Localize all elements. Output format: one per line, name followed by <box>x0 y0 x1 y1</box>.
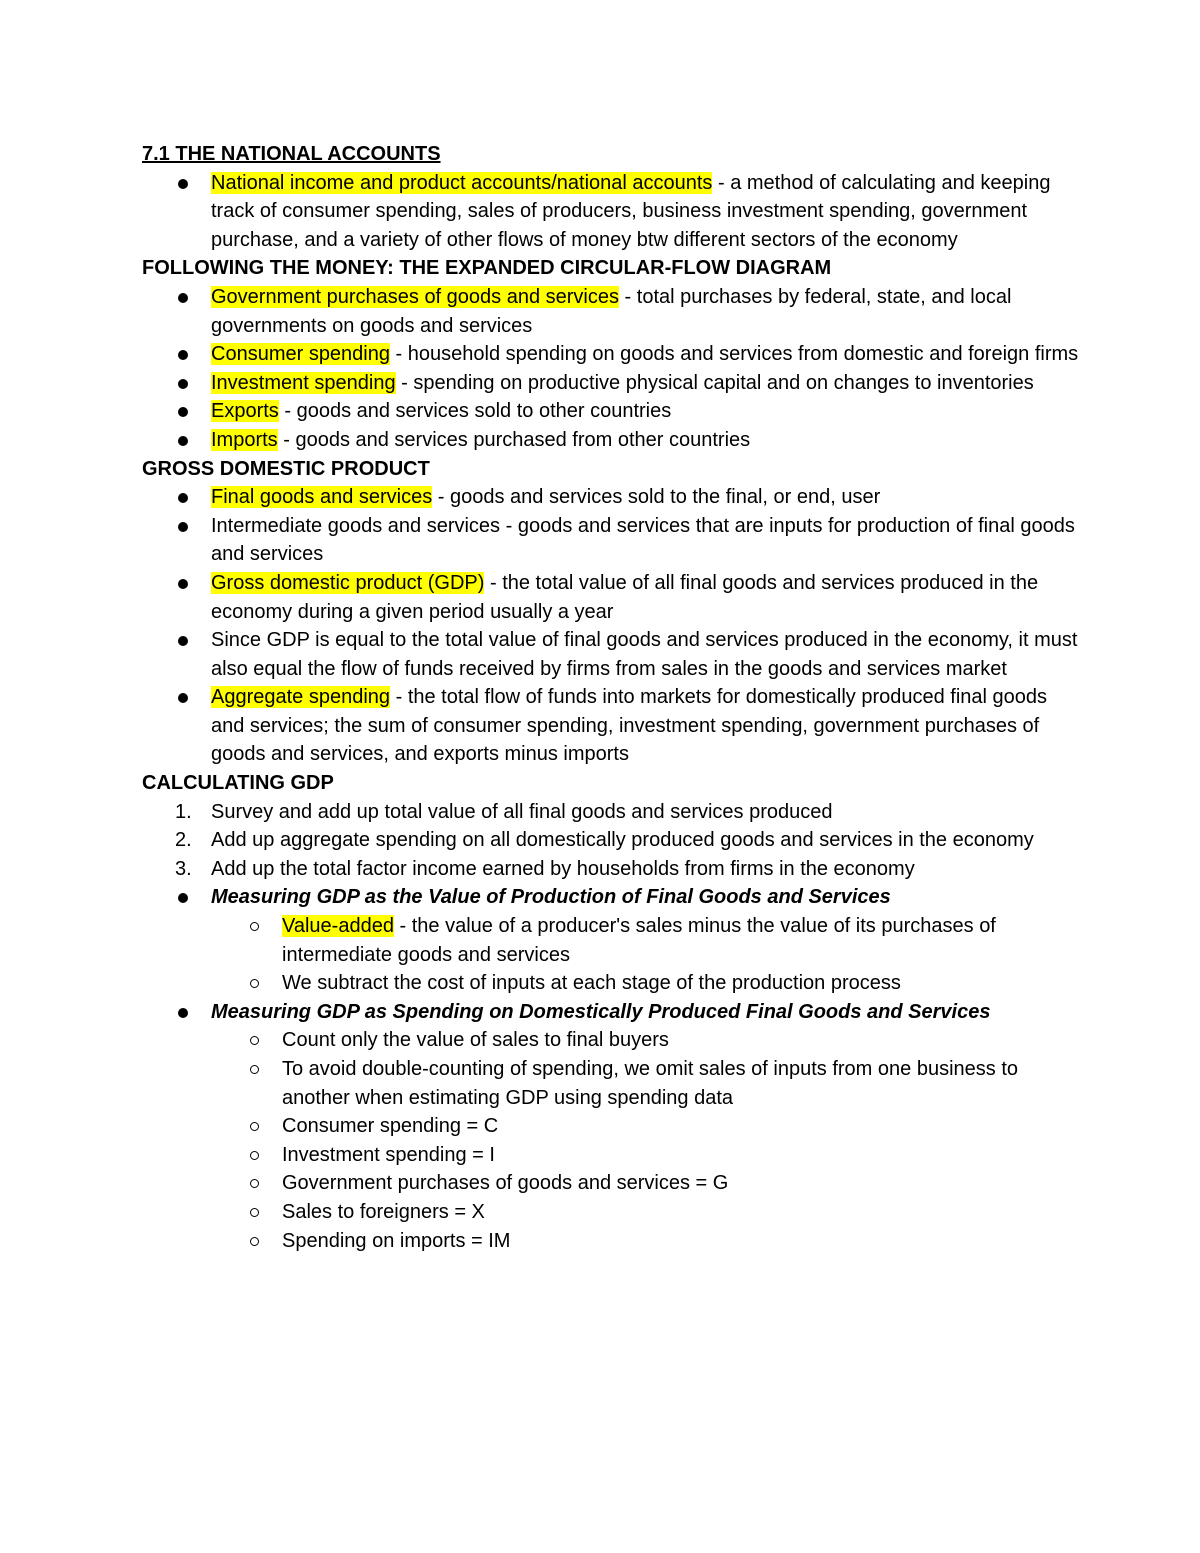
bullet-icon <box>178 179 188 189</box>
list-item-text: Sales to foreigners = X <box>282 1200 485 1223</box>
section-heading-national-accounts: 7.1 THE NATIONAL ACCOUNTS <box>142 143 441 165</box>
document-content <box>142 140 1082 1255</box>
bullet-icon <box>178 436 188 446</box>
definition-text: - spending on productive physical capital and on changes to inventories <box>395 371 1034 394</box>
numbered-item <box>142 855 1082 884</box>
sub-list-item <box>142 1169 1082 1198</box>
method-item <box>142 883 1082 912</box>
hollow-bullet-icon <box>250 979 259 988</box>
highlighted-term: Value-added <box>282 915 394 938</box>
list-item <box>142 340 1082 369</box>
highlighted-term: Imports <box>211 428 278 451</box>
sub-list-item <box>142 969 1082 998</box>
bullet-icon <box>178 636 188 646</box>
hollow-bullet-icon <box>250 1122 259 1131</box>
definition-text: - a method of calculating and keeping track of consumer spending, sales of producers, business investment spending, government purchase, and a variety of other flows of money btw different sectors of the economy <box>211 171 1051 251</box>
bullet-icon <box>178 350 188 360</box>
highlighted-term: Gross domestic product (GDP) <box>211 571 485 594</box>
list-item-text: Add up the total factor income earned by households from firms in the economy <box>211 857 915 880</box>
circular-flow-list <box>142 283 1082 455</box>
sub-list-item <box>142 1227 1082 1256</box>
section-heading-circular-flow: FOLLOWING THE MONEY: THE EXPANDED CIRCULAR-FLOW DIAGRAM <box>142 257 832 280</box>
definition-text: - goods and services purchased from other countries <box>277 428 751 451</box>
bullet-icon <box>178 693 188 703</box>
hollow-bullet-icon <box>250 1237 259 1246</box>
highlighted-term: Final goods and services <box>211 486 433 509</box>
list-item-text: Add up aggregate spending on all domestically produced goods and services in the economy <box>211 829 1034 852</box>
bullet-icon <box>178 407 188 417</box>
list-item <box>142 397 1082 426</box>
gdp-list <box>142 483 1082 769</box>
list-item-text: Investment spending = I <box>282 1143 495 1166</box>
bullet-icon <box>178 579 188 589</box>
definition-text: - goods and services sold to other countries <box>278 400 672 423</box>
list-item <box>142 369 1082 398</box>
hollow-bullet-icon <box>250 1065 259 1074</box>
section-heading-calculating-gdp: CALCULATING GDP <box>142 772 334 795</box>
definition-text: - the value of a producer's sales minus the value of its purchases of intermediate goods and services <box>282 915 996 966</box>
highlighted-term: National income and product accounts/national accounts <box>211 171 713 194</box>
definition-text: - goods and services sold to the final, or end, user <box>432 486 881 509</box>
numbered-item <box>142 826 1082 855</box>
item-number: 3. <box>175 857 192 880</box>
definition-text: - the total flow of funds into markets for domestically produced final goods and services; the sum of consumer spending, investment spending, government purchases of goods and services, and exports minus imports <box>211 686 1048 766</box>
sub-list-item <box>142 1026 1082 1055</box>
item-number: 2. <box>175 829 192 852</box>
hollow-bullet-icon <box>250 1179 259 1188</box>
numbered-item <box>142 798 1082 827</box>
highlighted-term: Exports <box>211 400 279 423</box>
highlighted-term: Investment spending <box>211 371 396 394</box>
list-item-text: Consumer spending = C <box>282 1115 499 1138</box>
method-title: Measuring GDP as the Value of Production of Final Goods and Services <box>211 886 891 909</box>
definition-text: - total purchases by federal, state, and local governments on goods and services <box>211 285 1012 337</box>
hollow-bullet-icon <box>250 1036 259 1045</box>
sub-list-item <box>142 912 1082 969</box>
list-item-text: Count only the value of sales to final buyers <box>282 1029 669 1052</box>
bullet-icon <box>178 493 188 503</box>
highlighted-term: Government purchases of goods and services <box>211 285 619 308</box>
list-item <box>142 512 1082 569</box>
hollow-bullet-icon <box>250 1151 259 1160</box>
definition-text: - household spending on goods and services from domestic and foreign firms <box>390 343 1079 366</box>
list-item-text: Survey and add up total value of all final goods and services produced <box>211 800 833 823</box>
list-item <box>142 626 1082 683</box>
method-title: Measuring GDP as Spending on Domestically Produced Final Goods and Services <box>211 1000 991 1023</box>
sub-list-item <box>142 1198 1082 1227</box>
method-item <box>142 998 1082 1027</box>
national-accounts-list <box>142 169 1082 255</box>
list-item <box>142 483 1082 512</box>
list-item <box>142 569 1082 626</box>
bullet-icon <box>178 522 188 532</box>
list-item <box>142 683 1082 769</box>
sub-list-item <box>142 1141 1082 1170</box>
bullet-icon <box>178 1008 188 1018</box>
hollow-bullet-icon <box>250 1208 259 1217</box>
bullet-icon <box>178 379 188 389</box>
list-item-text: Intermediate goods and services - goods and services that are inputs for production of final goods and services <box>211 514 1075 566</box>
list-item-text: Spending on imports = IM <box>282 1229 511 1252</box>
definition-text: - the total value of all final goods and services produced in the economy during a given period usually a year <box>211 571 1039 623</box>
item-number: 1. <box>175 800 192 823</box>
list-item-text: We subtract the cost of inputs at each stage of the production process <box>282 972 901 995</box>
list-item-text: Since GDP is equal to the total value of final goods and services produced in the economy, it must also equal the flow of funds received by firms from sales in the goods and services market <box>211 629 1078 680</box>
hollow-bullet-icon <box>250 922 259 931</box>
calculating-steps-list <box>142 798 1082 884</box>
list-item <box>142 283 1082 340</box>
list-item <box>142 426 1082 455</box>
sub-list-item <box>142 1112 1082 1141</box>
highlighted-term: Consumer spending <box>211 343 390 366</box>
highlighted-term: Aggregate spending <box>211 686 391 709</box>
measuring-methods-list <box>142 883 1082 1255</box>
bullet-icon <box>178 893 188 903</box>
section-heading-gdp: GROSS DOMESTIC PRODUCT <box>142 457 430 480</box>
sub-list-item <box>142 1055 1082 1112</box>
list-item-text: To avoid double-counting of spending, we omit sales of inputs from one business to another when estimating GDP using spending data <box>282 1058 1018 1109</box>
list-item <box>142 169 1082 255</box>
bullet-icon <box>178 293 188 303</box>
list-item-text: Government purchases of goods and services = G <box>282 1172 729 1195</box>
